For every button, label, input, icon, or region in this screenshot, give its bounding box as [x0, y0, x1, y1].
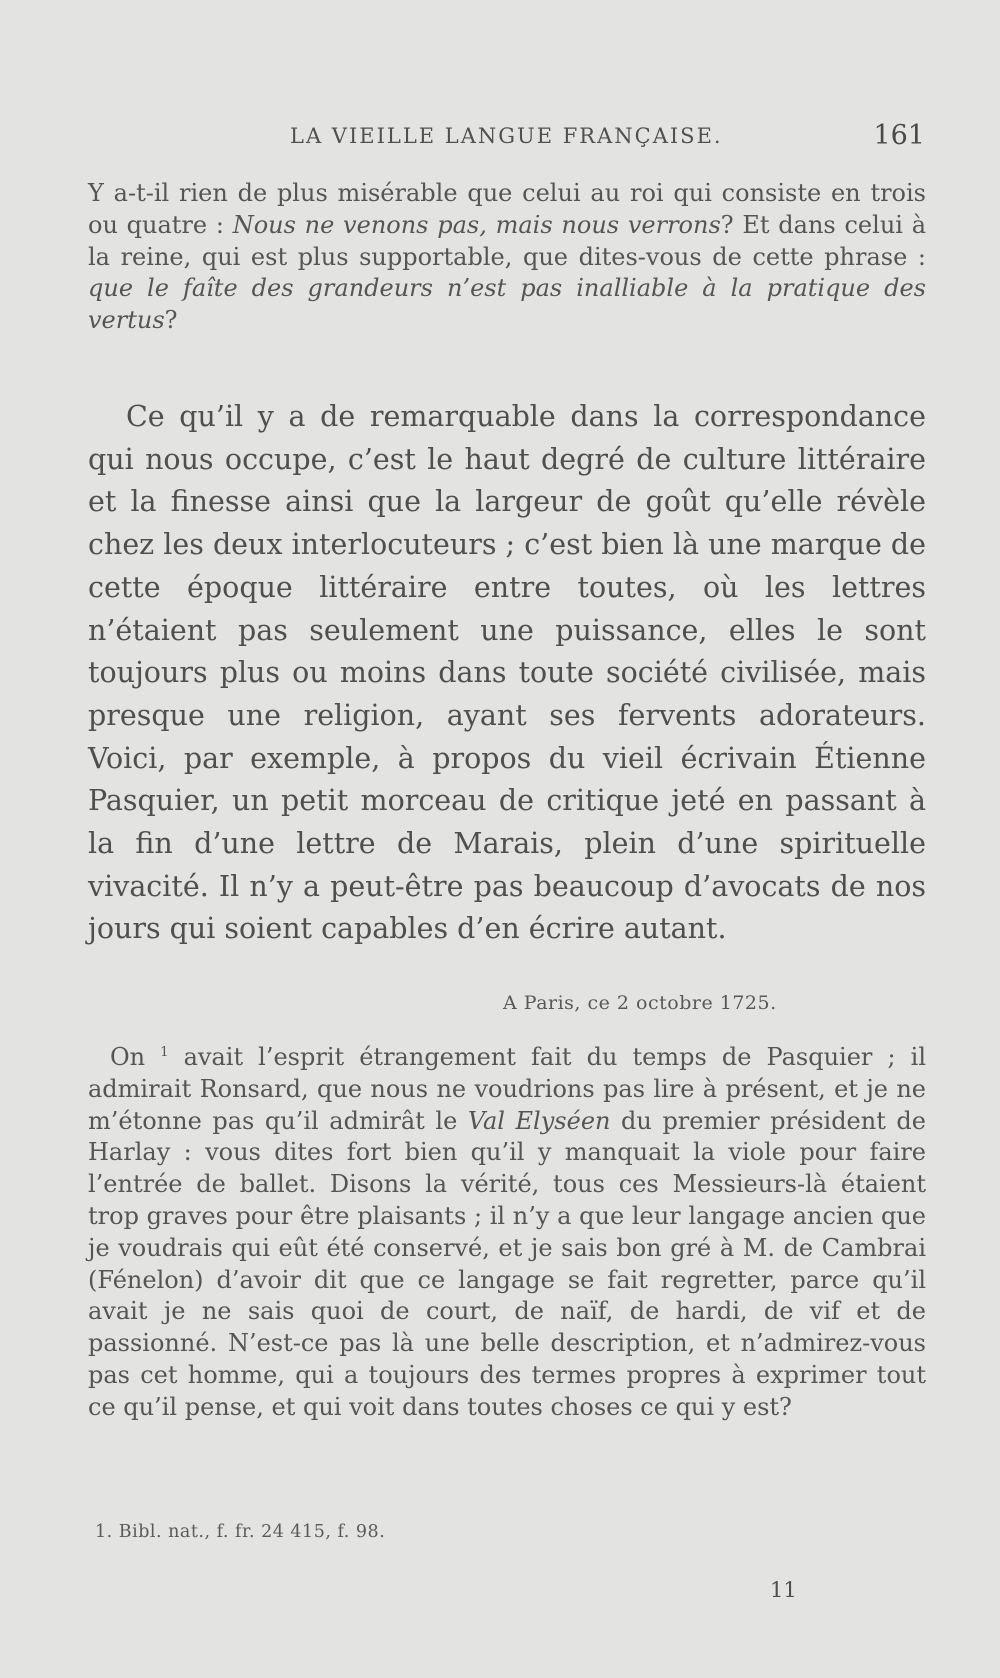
work-title-val-elyseen: Val Elyséen	[467, 1106, 611, 1135]
page-number: 161	[873, 120, 925, 151]
letter-date-line: A Paris, ce 2 octobre 1725.	[503, 992, 777, 1014]
paragraph-correspondence: Ce qu’il y a de remarquable dans la correspondance qui nous occupe, c’est le haut degré de culture littéraire et la finesse ainsi que la largeur de goût qu’elle révèle chez les deux interlocuteurs ; c’est bien là une marque de cette époque littéraire entre toutes, où les lettres n’étaient pas seulement une puissance, elles le sont toujours plus ou moins dans toute société civilisée, mais presque une religion, ayant ses fervents adorateurs. Voici, par exemple, à propos du vieil écrivain Étienne Pasquier, un petit morceau de critique jeté en passant à la fin d’une lettre de Marais, plein d’une spirituelle vivacité. Il n’y a peut-être pas beaucoup d’avocats de nos jours qui soient capables d’en écrire autant.	[88, 400, 926, 946]
letter-quotation: On $^1$ avait l’esprit étrangement fait du temps de Pasquier ; il admirait Ronsard, que nous ne voudrions pas lire à présent, et je ne m’étonne pas qu’il admirât le Val Elyséen du premier président de Harlay : vous dites fort bien qu’il y manquait la viole pour faire l’entrée de ballet. Disons la vérité, tous ces Messieurs-là étaient trop graves pour être plaisants ; il n’y a que leur langage ancien que je voudrais qui eût été conservé, et je sais bon gré à M. de Cambrai (Fénelon) d’avoir dit que ce langage se fait regretter, parce qu’il avait je ne sais quoi de court, de naïf, de hardi, de vif et de passionné. N’est-ce pas là une belle description, et n’admirez-vous pas cet homme, qui a toujours des termes propres à exprimer tout ce qu’il pense, et qui voit dans toutes choses ce qui y est?	[88, 1043, 927, 1421]
running-head	[80, 118, 925, 154]
running-title: LA VIEILLE LANGUE FRANÇAISE.	[290, 124, 723, 148]
footnote: 1. Bibl. nat., f. fr. 24 415, f. 98.	[95, 1522, 386, 1542]
paragraph-criticism: Y a-t-il rien de plus misérable que celui au roi qui consiste en trois ou quatre : Nous ne venons pas, mais nous verrons? Et dans celui à la reine, qui est plus supportable, que dites-vous de cette phrase : que le faîte des grandeurs n’est pas inalliable à la pratique des vertus?	[88, 179, 927, 335]
signature-mark: 11	[770, 1578, 797, 1602]
footnote-reference: 1	[160, 1045, 169, 1060]
quoted-phrase-queen: que le faîte des grandeurs n’est pas inalliable à la pratique des vertus	[88, 274, 926, 335]
quoted-phrase-king: Nous ne venons pas, mais nous verrons	[232, 210, 721, 239]
